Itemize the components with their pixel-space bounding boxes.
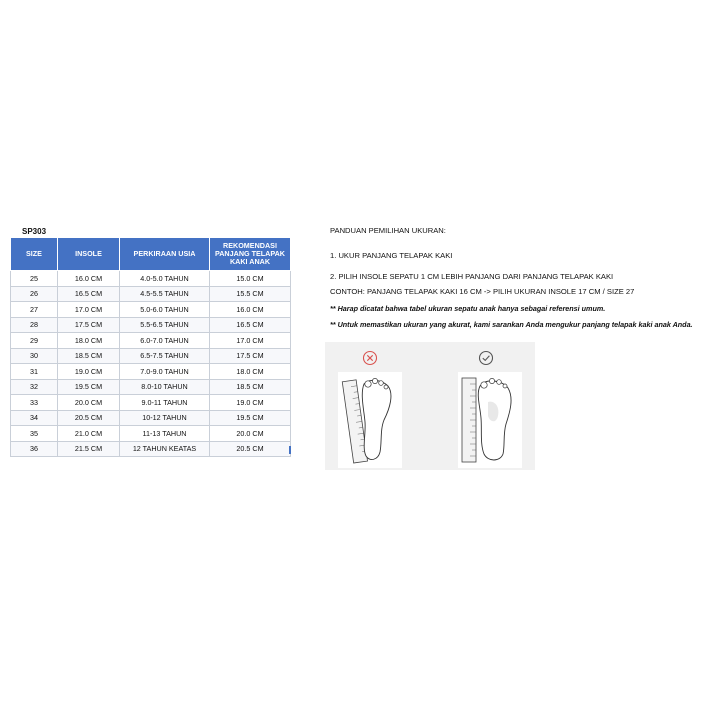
check-circle-icon [478,350,494,366]
cell-foot-length: 16.5 CM [210,317,291,333]
cell-insole: 20.5 CM [58,410,120,426]
table-row [11,333,291,349]
cell-insole: 18.0 CM [58,333,120,349]
cell-foot-length: 19.0 CM [210,395,291,411]
product-code: SP303 [22,227,47,236]
cell-age: 8.0-10 TAHUN [120,379,210,395]
cell-insole: 19.0 CM [58,364,120,380]
guide-example: CONTOH: PANJANG TELAPAK KAKI 16 CM -> PILIH UKURAN INSOLE 17 CM / SIZE 27 [330,287,635,296]
cell-foot-length: 15.0 CM [210,271,291,287]
cell-insole: 18.5 CM [58,348,120,364]
right-measure-card [458,372,522,468]
guide-note-1: ** Harap dicatat bahwa tabel ukuran sepatu anak hanya sebagai referensi umum. [330,304,606,313]
cell-size: 36 [11,441,58,457]
table-row [11,364,291,380]
table-row [11,317,291,333]
cross-circle-icon [362,350,378,366]
cell-age: 10-12 TAHUN [120,410,210,426]
cell-size: 29 [11,333,58,349]
cell-size: 35 [11,426,58,442]
cell-age: 11-13 TAHUN [120,426,210,442]
cell-foot-length: 20.5 CM [210,441,291,457]
cell-insole: 21.0 CM [58,426,120,442]
cell-foot-length: 18.5 CM [210,379,291,395]
cell-age: 5.5-6.5 TAHUN [120,317,210,333]
cell-age: 5.0-6.0 TAHUN [120,302,210,318]
cell-foot-length: 18.0 CM [210,364,291,380]
measurement-illustration [325,342,535,470]
foot-ruler-tilted-icon [338,372,402,468]
cell-insole: 19.5 CM [58,379,120,395]
table-body [11,271,291,457]
cell-size: 30 [11,348,58,364]
guide-title: PANDUAN PEMILIHAN UKURAN: [330,226,446,235]
cell-age: 6.0-7.0 TAHUN [120,333,210,349]
cell-age: 7.0-9.0 TAHUN [120,364,210,380]
cell-size: 27 [11,302,58,318]
table-row [11,379,291,395]
guide-step-1: 1. UKUR PANJANG TELAPAK KAKI [330,251,453,260]
cell-age: 4.0-5.0 TAHUN [120,271,210,287]
cell-age: 9.0-11 TAHUN [120,395,210,411]
cell-foot-length: 19.5 CM [210,410,291,426]
header-foot-length: REKOMENDASI PANJANG TELAPAK KAKI ANAK [210,238,291,271]
header-age: PERKIRAAN USIA [120,238,210,271]
cell-insole: 16.5 CM [58,286,120,302]
cell-size: 26 [11,286,58,302]
guide-note-2: ** Untuk memastikan ukuran yang akurat, kami sarankan Anda mengukur panjang telapak kaki anak Anda. [330,320,693,329]
table-row [11,410,291,426]
cell-size: 28 [11,317,58,333]
cell-foot-length: 20.0 CM [210,426,291,442]
table-row [11,286,291,302]
cell-age: 4.5-5.5 TAHUN [120,286,210,302]
cell-age: 12 TAHUN KEATAS [120,441,210,457]
guide-step-2: 2. PILIH INSOLE SEPATU 1 CM LEBIH PANJANG DARI PANJANG TELAPAK KAKI [330,272,614,281]
size-table [10,237,291,457]
table-row [11,302,291,318]
foot-ruler-straight-icon [458,372,522,468]
header-insole: INSOLE [58,238,120,271]
table-row [11,441,291,457]
table-row [11,271,291,287]
cell-foot-length: 17.5 CM [210,348,291,364]
cell-size: 25 [11,271,58,287]
header-size: SIZE [11,238,58,271]
cell-size: 34 [11,410,58,426]
cell-foot-length: 15.5 CM [210,286,291,302]
cell-insole: 17.5 CM [58,317,120,333]
cell-size: 31 [11,364,58,380]
cell-size: 32 [11,379,58,395]
table-header-row [11,238,291,271]
cell-foot-length: 17.0 CM [210,333,291,349]
cell-foot-length: 16.0 CM [210,302,291,318]
cell-insole: 17.0 CM [58,302,120,318]
cell-insole: 16.0 CM [58,271,120,287]
cell-size: 33 [11,395,58,411]
table-row [11,395,291,411]
cell-insole: 20.0 CM [58,395,120,411]
cell-age: 6.5-7.5 TAHUN [120,348,210,364]
table-row [11,426,291,442]
wrong-measure-card [338,372,402,468]
table-edge-marker [289,446,291,454]
cell-insole: 21.5 CM [58,441,120,457]
table-row [11,348,291,364]
